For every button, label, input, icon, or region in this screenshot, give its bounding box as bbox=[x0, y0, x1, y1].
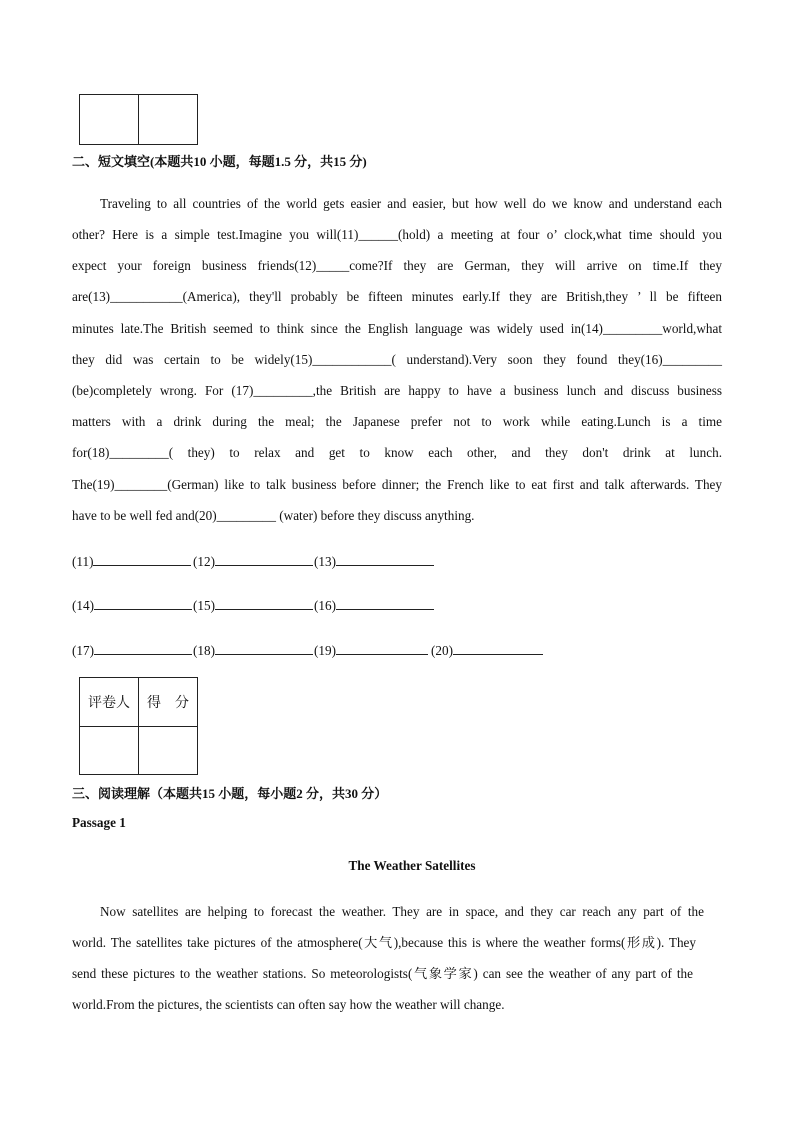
section-heading: 三、阅读理解（本题共15 小题，每小题2 分，共30 分） bbox=[72, 786, 388, 801]
answer-blank[interactable] bbox=[336, 642, 428, 655]
paragraph-line: for(18)_________( they) to relax and get to know each other, and they don't drink at lunch. bbox=[72, 445, 722, 460]
paragraph-line: world. The satellites take pictures of the atmosphere(大气),because this is where the weather forms(形成). They bbox=[72, 935, 696, 950]
answer-slot bbox=[72, 597, 192, 614]
grader-label: 评卷人 bbox=[80, 678, 139, 727]
answer-blank[interactable] bbox=[94, 642, 192, 655]
paragraph-line: Traveling to all countries of the world gets easier and easier, but how well do we know and understand each bbox=[100, 196, 722, 211]
answer-slot bbox=[193, 597, 313, 614]
answer-slot bbox=[72, 642, 192, 659]
section-heading: 二、短文填空(本题共10 小题，每题1.5 分，共15 分) bbox=[72, 154, 367, 169]
answer-slot bbox=[431, 642, 543, 659]
passage-label: Passage 1 bbox=[72, 815, 126, 830]
answer-blank[interactable] bbox=[336, 553, 434, 566]
answer-number: (16) bbox=[314, 598, 336, 613]
paragraph-line: are(13)___________(America), they'll probably be fifteen minutes early.If they are British,they ’ ll be fifteen bbox=[72, 289, 722, 304]
answer-blank[interactable] bbox=[453, 642, 543, 655]
grader-cell[interactable] bbox=[80, 727, 139, 775]
answer-blank[interactable] bbox=[94, 597, 192, 610]
paragraph-line: Now satellites are helping to forecast the weather. They are in space, and they car reach any part of the bbox=[100, 904, 704, 919]
score-box-cell bbox=[80, 95, 139, 145]
answer-slot bbox=[193, 553, 313, 570]
answer-number: (13) bbox=[314, 554, 336, 569]
score-box-top bbox=[79, 94, 198, 145]
paragraph-line: other? Here is a simple test.Imagine you will(11)______(hold) a meeting at four o’ clock,what time should you bbox=[72, 227, 722, 242]
answer-slot bbox=[72, 553, 191, 570]
score-box-cell bbox=[139, 95, 198, 145]
answer-slot bbox=[314, 553, 434, 570]
paragraph-line: they did was certain to be widely(15)____________( understand).Very soon they found they(16)_________ bbox=[72, 352, 722, 367]
answer-slot bbox=[193, 642, 313, 659]
answer-number: (14) bbox=[72, 598, 94, 613]
answer-number: (15) bbox=[193, 598, 215, 613]
paragraph-line: have to be well fed and(20)_________ (water) before they discuss anything. bbox=[72, 508, 475, 523]
answer-number: (18) bbox=[193, 643, 215, 658]
paragraph-line: matters with a drink during the meal; the Japanese prefer not to work while eating.Lunch is a time bbox=[72, 414, 722, 429]
paragraph-line: minutes late.The British seemed to think since the English language was widely used in(14)_________world,what bbox=[72, 321, 722, 336]
score-cell[interactable] bbox=[139, 727, 198, 775]
paragraph-line: (be)completely wrong. For (17)_________,the British are happy to have a business lunch and discuss business bbox=[72, 383, 722, 398]
paragraph-line: The(19)________(German) like to talk business before dinner; the French like to eat first and talk afterwards. They bbox=[72, 477, 722, 492]
answer-slot bbox=[314, 642, 428, 659]
answer-blank[interactable] bbox=[215, 642, 313, 655]
passage-title: The Weather Satellites bbox=[348, 858, 476, 873]
answer-slot bbox=[314, 597, 434, 614]
answer-number: (20) bbox=[431, 643, 453, 658]
paragraph-line: send these pictures to the weather stations. So meteorologists(气象学家) can see the weather of any part of the bbox=[72, 966, 693, 981]
answer-number: (11) bbox=[72, 554, 94, 569]
answer-blank[interactable] bbox=[215, 553, 313, 566]
answer-number: (12) bbox=[193, 554, 215, 569]
paragraph-line: world.From the pictures, the scientists can often say how the weather will change. bbox=[72, 997, 505, 1012]
answer-blank[interactable] bbox=[93, 553, 191, 566]
score-label: 得 分 bbox=[139, 678, 198, 727]
score-table bbox=[79, 677, 198, 775]
answer-number: (17) bbox=[72, 643, 94, 658]
paragraph-line: expect your foreign business friends(12)_____come?If they are German, they will arrive on time.If they bbox=[72, 258, 722, 273]
answer-blank[interactable] bbox=[215, 597, 313, 610]
answer-blank[interactable] bbox=[336, 597, 434, 610]
answer-number: (19) bbox=[314, 643, 336, 658]
